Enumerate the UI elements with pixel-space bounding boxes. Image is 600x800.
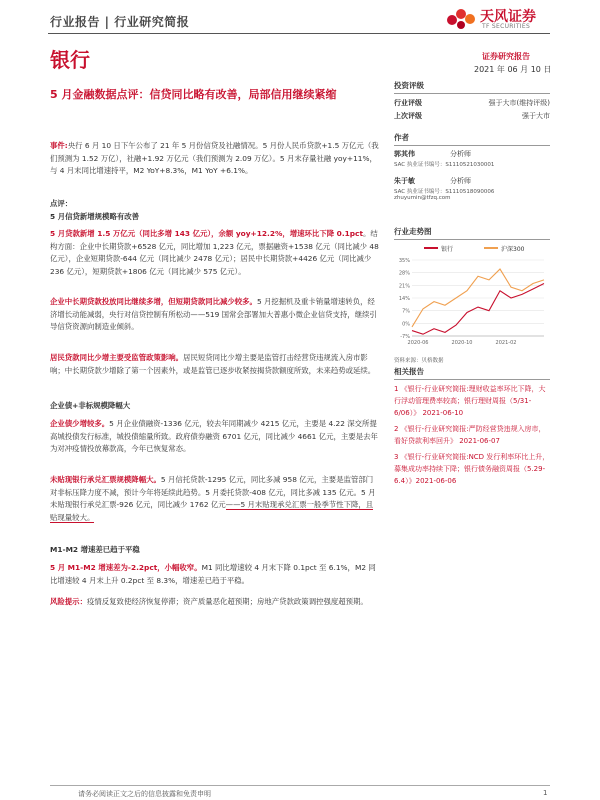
author-cert: SAC 执业证书编号：S1110521030001 bbox=[394, 162, 495, 168]
corporate-bond-text: 5 月企业债融资-1336 亿元，较去年同期减少 4215 亿元，主要是 4.22 深交所提高城投债发行标准，城投债缩量所致。政府债券融资 6701 亿元，同比减少 4661 亿元，主要是去年为对冲疫情投放幕款高，今年已恢复常态。 bbox=[50, 419, 378, 453]
rating-heading: 投资评级 bbox=[394, 81, 424, 90]
event-label: 事件: bbox=[50, 141, 68, 150]
section-heading-1: 5 月信贷新增规模略有改善 bbox=[50, 211, 140, 221]
acceptance-bill-text: 5 月信托贷款-1295 亿元，同比多减 958 亿元，主要是监管部门对非标压降力度不减，预计今年将延续此趋势。5 月委托贷款-408 亿元，同比多减 135 亿元。5 月未贴现银行承兑汇票-926 亿元，同比减少 1762 亿元 bbox=[50, 475, 376, 509]
author-role: 分析师 bbox=[450, 177, 471, 185]
corporate-loan-paragraph bbox=[50, 296, 380, 334]
prev-rating-value: 强于大市 bbox=[522, 112, 550, 120]
y-tick-label: 0% bbox=[402, 321, 410, 328]
related-reports-block bbox=[394, 366, 550, 487]
related-heading: 相关报告 bbox=[394, 367, 424, 376]
prev-rating-label: 上次评级 bbox=[394, 112, 422, 120]
rating-block bbox=[394, 80, 550, 123]
authors-heading: 作者 bbox=[394, 133, 409, 142]
acceptance-bill-paragraph bbox=[50, 474, 380, 524]
acceptance-bill-highlight: ——5 月末贴现承兑汇票一般季节性下降，且贴现量较大。 bbox=[50, 500, 374, 522]
acceptance-bill-lead: 未贴现银行承兑汇票规模降幅大。 bbox=[50, 475, 161, 484]
y-tick-label: -7% bbox=[400, 334, 410, 340]
y-tick-label: 35% bbox=[398, 258, 410, 264]
section1-lead: 5 月贷款新增 1.5 万亿元（同比多增 143 亿元），余额 yoy+12.2%，增速环比下降 0.1pct bbox=[50, 229, 363, 238]
section-heading-2: 企业债+非标规模降幅大 bbox=[50, 401, 131, 410]
comment-block bbox=[50, 198, 380, 223]
trend-chart-block bbox=[394, 226, 550, 364]
section1-paragraph bbox=[50, 228, 380, 278]
money-supply-lead: 5 月 M1-M2 增速差为-2.2pct，小幅收窄。 bbox=[50, 563, 202, 572]
risk-text: 疫情反复致使经济恢复停滞；资产质量恶化超预期；房地产贷款政策调控强度超预期。 bbox=[86, 597, 368, 606]
report-title: 5 月金融数据点评：信贷同比略有改善，局部信用继续紧缩 bbox=[50, 88, 337, 101]
y-tick-label: 21% bbox=[398, 283, 410, 290]
x-tick-label: 2020-10 bbox=[451, 340, 473, 346]
rating-value: 强于大市(维持评级) bbox=[488, 99, 550, 107]
corporate-loan-lead: 企业中长期贷款投放同比继续多增，但短期贷款同比减少较多。 bbox=[50, 297, 257, 306]
brand-name: 天风证券 bbox=[480, 9, 536, 25]
event-text: 央行 6 月 10 日下午公布了 21 年 5 月份信贷及社融情况。5 月份人民币贷款+1.5 万亿元（我们预测为 1.52 万亿），社融+1.92 万亿元（我们预测为 2.09 万亿）。5 月末存量社融 yoy+11%，与 4 月末同比增速持平，M2 YoY+8.3%，M1 YoY +6.1%。 bbox=[50, 141, 379, 175]
related-report-item[interactable]: 2 《银行-行业研究简报:严防经营贷违规入房市，看好贷款利率回升》 2021-06-07 bbox=[394, 425, 546, 445]
comment-label: 点评： bbox=[50, 199, 73, 208]
y-tick-label: 28% bbox=[398, 270, 410, 277]
legend-label: 沪深300 bbox=[501, 246, 525, 253]
page-number: 1 bbox=[543, 789, 548, 797]
report-category: 行业报告 | 行业研究简报 bbox=[50, 15, 190, 29]
footer-disclaimer: 请务必阅读正文之后的信息披露和免责申明 bbox=[78, 790, 211, 798]
rating-row bbox=[394, 97, 550, 110]
series-line bbox=[412, 284, 544, 335]
author-cert: SAC 执业证书编号：S1110518090006 bbox=[394, 189, 495, 195]
x-tick-label: 2021-02 bbox=[495, 340, 517, 346]
sector-title: 银行 bbox=[50, 48, 90, 72]
money-supply-paragraph bbox=[50, 562, 380, 587]
trend-chart bbox=[394, 240, 550, 352]
risk-label: 风险提示： bbox=[50, 597, 87, 606]
author-role: 分析师 bbox=[450, 150, 471, 158]
corporate-bond-lead: 企业债少增较多。 bbox=[50, 419, 110, 428]
section-heading-3-wrap bbox=[50, 544, 380, 557]
author-name: 郭其伟 bbox=[394, 150, 415, 158]
author-card bbox=[394, 149, 550, 168]
legend-label: 银行 bbox=[441, 246, 454, 253]
section1-text: 。结构方面：企业中长期贷款+6528 亿元，同比增加 1,223 亿元，票据融资+1538 亿元（同比减少 48 亿元），企业短期贷款-644 亿元（同比减少 2478 亿元）；居民中长期贷款+4426 亿元（同比减少 236 亿元），短期贷款+1806 亿元（同比减少 575 亿元）。 bbox=[50, 229, 379, 276]
y-tick-label: 7% bbox=[402, 308, 410, 315]
author-email[interactable]: zhuyumin@tfzq.com bbox=[394, 195, 451, 201]
footer-divider bbox=[50, 785, 550, 786]
related-divider bbox=[394, 379, 550, 380]
report-type: 证券研究报告 bbox=[482, 52, 530, 61]
chart-source: 资料来源：贝格数据 bbox=[394, 358, 444, 364]
household-loan-paragraph bbox=[50, 352, 380, 377]
x-tick-label: 2020-06 bbox=[407, 340, 429, 346]
money-supply-text: M1 同比增速较 4 月末下降 0.1pct 至 6.1%，M2 同比增速较 4 月末上升 0.2pct 至 8.3%，增速差已趋于平稳。 bbox=[50, 563, 376, 585]
corporate-loan-text: 5 月挖掘机及重卡销量增速转负，经济增长动能减弱，央行对信贷控制有所松动——519 国常会部署加大普惠小微企业信贷支持，继续引导信贷资源向制造业倾斜。 bbox=[50, 297, 377, 331]
tf-logo-icon bbox=[446, 4, 476, 30]
authors-divider bbox=[394, 145, 550, 146]
related-report-item[interactable]: 1 《银行-行业研究简报:理财收益率环比下降，大行浮动管理费率较高；银行理财周报（5/31-6/06）》 2021-06-10 bbox=[394, 385, 546, 417]
chart-heading: 行业走势图 bbox=[394, 227, 432, 236]
authors-block bbox=[394, 132, 550, 201]
section-heading-3: M1-M2 增速差已趋于平稳 bbox=[50, 545, 140, 554]
rating-label: 行业评级 bbox=[394, 99, 422, 107]
brand-name-en: TF SECURITIES bbox=[482, 23, 531, 30]
author-card bbox=[394, 176, 550, 201]
rating-divider bbox=[394, 93, 550, 94]
event-paragraph bbox=[50, 140, 380, 178]
household-loan-text: 居民短贷同比少增主要是监管打击经营贷违规流入房市影响；中长期贷款少增除了第一个因素外，或是监管已逐步收紧按揭贷款额度所致，未来趋势或延续。 bbox=[50, 353, 376, 375]
section-heading-2-wrap bbox=[50, 400, 380, 413]
author-name: 朱于敏 bbox=[394, 177, 415, 185]
risk-paragraph bbox=[50, 596, 380, 609]
household-loan-lead: 居民贷款同比少增主要受监管政策影响。 bbox=[50, 353, 184, 362]
header-divider bbox=[48, 33, 550, 34]
prev-rating-row bbox=[394, 110, 550, 123]
corporate-bond-paragraph bbox=[50, 418, 380, 456]
related-report-item[interactable]: 3 《银行-行业研究简报:NCD 发行利率环比上升，募集成功率持续下降；银行债务融资周报（5.29-6.4）》2021-06-06 bbox=[394, 453, 550, 485]
y-tick-label: 14% bbox=[398, 296, 410, 302]
report-date: 2021 年 06 月 10 日 bbox=[474, 65, 552, 74]
